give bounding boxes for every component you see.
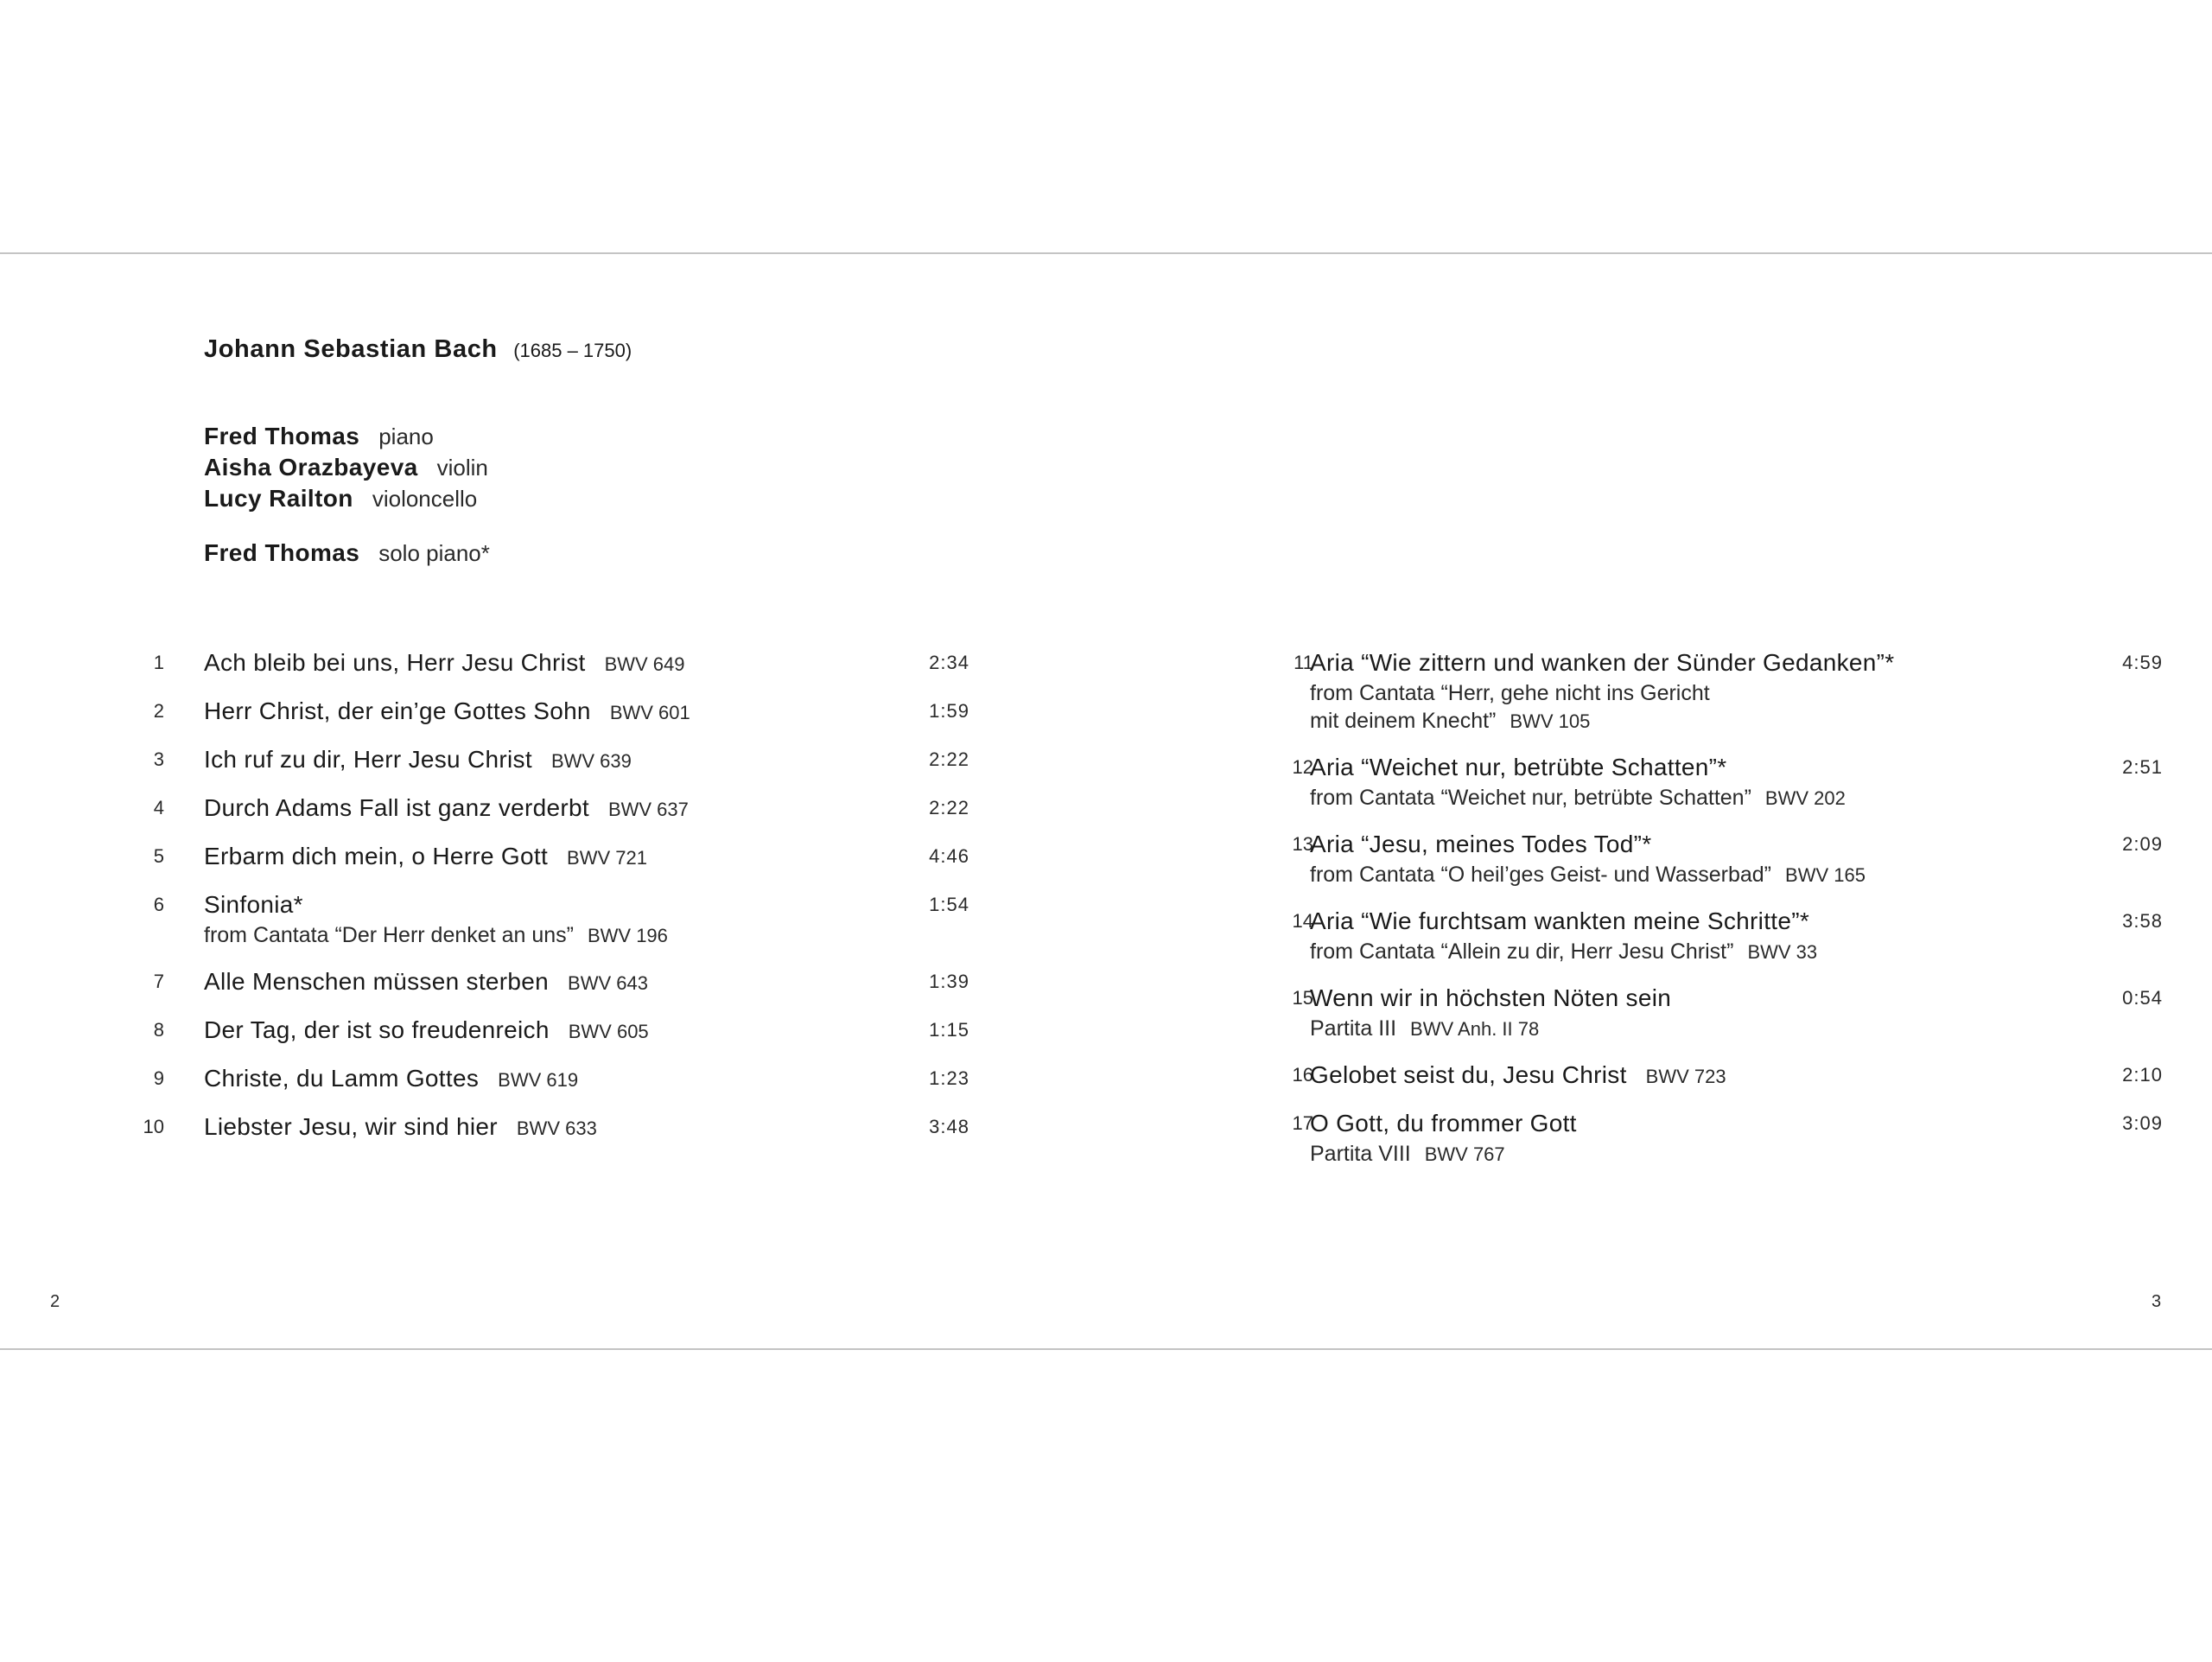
track-title-line xyxy=(1310,1107,2082,1140)
track-body xyxy=(1310,1059,2082,1092)
track-duration: 2:51 xyxy=(2122,756,2163,778)
track-number: 2 xyxy=(153,700,164,722)
track-body xyxy=(1310,905,2082,966)
track-number: 6 xyxy=(153,894,164,915)
track-body xyxy=(1310,982,2082,1043)
track-source xyxy=(1310,938,2082,966)
track-body xyxy=(204,743,976,776)
track-source-text: mit deinem Knecht” xyxy=(1310,709,1497,733)
track-duration: 2:10 xyxy=(2122,1064,2163,1086)
performers-list xyxy=(204,421,490,569)
track-body xyxy=(204,965,976,998)
track-bwv: BWV Anh. II 78 xyxy=(1410,1018,1540,1040)
top-rule xyxy=(0,252,2212,254)
track-source xyxy=(1310,784,2082,812)
track-title: Aria “Jesu, meines Todes Tod”* xyxy=(1310,831,1652,857)
track-duration: 1:15 xyxy=(929,1019,969,1041)
track-title: Aria “Weichet nur, betrübte Schatten”* xyxy=(1310,754,1727,780)
track-title-line xyxy=(204,888,976,921)
track-bwv: BWV 721 xyxy=(567,847,647,869)
track-row xyxy=(0,743,976,776)
track-row xyxy=(0,888,976,950)
track-title-line xyxy=(1310,646,2082,679)
track-source-text: Partita VIII xyxy=(1310,1142,1411,1166)
track-body xyxy=(204,1014,976,1047)
track-number: 11 xyxy=(1294,652,1313,673)
track-duration: 2:34 xyxy=(929,652,969,673)
track-source-text: from Cantata “Der Herr denket an uns” xyxy=(204,923,574,947)
track-source xyxy=(1310,1015,2082,1043)
track-row xyxy=(1106,646,2163,735)
track-title: Wenn wir in höchsten Nöten sein xyxy=(1310,984,1672,1011)
track-number: 3 xyxy=(153,748,164,770)
track-duration: 1:39 xyxy=(929,971,969,992)
track-body xyxy=(1310,751,2082,812)
track-source-text: from Cantata “Allein zu dir, Herr Jesu Christ” xyxy=(1310,939,1734,964)
performer-name: Lucy Railton xyxy=(204,485,353,512)
track-duration: 4:59 xyxy=(2122,652,2163,673)
track-bwv: BWV 619 xyxy=(498,1069,579,1091)
track-number: 14 xyxy=(1292,910,1313,932)
track-row xyxy=(1106,828,2163,889)
track-title-line xyxy=(1310,982,2082,1015)
track-duration: 2:22 xyxy=(929,748,969,770)
track-bwv: BWV 639 xyxy=(550,750,632,772)
track-title: O Gott, du frommer Gott xyxy=(1310,1110,1577,1137)
track-title: Alle Menschen müssen sterben xyxy=(204,968,550,995)
track-number: 9 xyxy=(153,1067,164,1089)
track-body xyxy=(1310,828,2082,889)
track-bwv: BWV 649 xyxy=(604,653,685,675)
track-title-line xyxy=(204,695,976,728)
track-row xyxy=(1106,982,2163,1043)
track-number: 13 xyxy=(1292,833,1313,855)
track-title-line xyxy=(1310,905,2082,938)
performer-name: Fred Thomas xyxy=(204,539,360,566)
tracklist-right xyxy=(1106,646,2163,1184)
track-body xyxy=(1310,646,2082,735)
track-row xyxy=(1106,1107,2163,1168)
composer-heading xyxy=(204,335,632,364)
track-title-line xyxy=(204,1111,976,1143)
track-title: Sinfonia* xyxy=(204,891,303,918)
track-number: 15 xyxy=(1292,987,1313,1009)
performer-instrument: violin xyxy=(436,455,488,481)
track-bwv: BWV 33 xyxy=(1747,941,1818,963)
track-bwv: BWV 601 xyxy=(609,702,690,723)
track-duration: 1:23 xyxy=(929,1067,969,1089)
track-bwv: BWV 767 xyxy=(1424,1143,1505,1165)
track-row xyxy=(0,965,976,998)
performer-name: Aisha Orazbayeva xyxy=(204,454,418,481)
track-row xyxy=(1106,751,2163,812)
track-title-line xyxy=(204,965,976,998)
track-duration: 1:59 xyxy=(929,700,969,722)
track-title: Aria “Wie furchtsam wankten meine Schritte”* xyxy=(1310,907,1810,934)
bottom-rule xyxy=(0,1348,2212,1350)
track-row xyxy=(0,1111,976,1143)
track-body xyxy=(204,646,976,679)
track-title: Gelobet seist du, Jesu Christ xyxy=(1310,1061,1627,1088)
track-bwv: BWV 637 xyxy=(607,799,689,820)
track-row xyxy=(0,1014,976,1047)
track-row xyxy=(1106,905,2163,966)
track-number: 10 xyxy=(143,1116,164,1137)
track-row xyxy=(1106,1059,2163,1092)
track-source xyxy=(1310,679,2082,707)
track-body xyxy=(204,840,976,873)
track-duration: 0:54 xyxy=(2122,987,2163,1009)
track-body xyxy=(204,1111,976,1143)
track-row xyxy=(0,1062,976,1095)
performer-instrument: solo piano* xyxy=(378,540,490,566)
track-row xyxy=(0,840,976,873)
track-number: 7 xyxy=(153,971,164,992)
track-bwv: BWV 202 xyxy=(1764,787,1846,809)
track-number: 4 xyxy=(153,797,164,818)
track-source-text: from Cantata “Weichet nur, betrübte Schatten” xyxy=(1310,786,1751,810)
track-source-text: from Cantata “Herr, gehe nicht ins Gericht xyxy=(1310,681,1710,705)
track-bwv: BWV 196 xyxy=(587,925,668,946)
track-title: Aria “Wie zittern und wanken der Sünder Gedanken”* xyxy=(1310,649,1895,676)
track-duration: 3:48 xyxy=(929,1116,969,1137)
track-title: Erbarm dich mein, o Herre Gott xyxy=(204,843,549,869)
performer xyxy=(204,483,490,514)
track-title-line xyxy=(204,743,976,776)
track-title-line xyxy=(1310,1059,2082,1092)
track-source xyxy=(1310,707,2082,735)
track-bwv: BWV 605 xyxy=(568,1021,649,1042)
track-number: 17 xyxy=(1292,1112,1313,1134)
track-number: 5 xyxy=(153,845,164,867)
track-body xyxy=(204,792,976,825)
track-body xyxy=(204,888,976,950)
track-body xyxy=(204,695,976,728)
track-duration: 4:46 xyxy=(929,845,969,867)
track-source-text: from Cantata “O heil’ges Geist- und Wasserbad” xyxy=(1310,863,1772,887)
track-row xyxy=(0,792,976,825)
performer xyxy=(204,421,490,452)
solo-performer xyxy=(204,538,490,569)
track-title-line xyxy=(1310,828,2082,861)
page-number-right: 3 xyxy=(2152,1292,2162,1311)
track-duration: 1:54 xyxy=(929,894,969,915)
track-number: 8 xyxy=(153,1019,164,1041)
track-source xyxy=(1310,861,2082,889)
tracklist-left xyxy=(0,646,976,1159)
track-title-line xyxy=(204,792,976,825)
track-title: Liebster Jesu, wir sind hier xyxy=(204,1113,498,1140)
track-title: Ich ruf zu dir, Herr Jesu Christ xyxy=(204,746,532,773)
track-title-line xyxy=(204,840,976,873)
track-title: Herr Christ, der ein’ge Gottes Sohn xyxy=(204,697,591,724)
track-duration: 2:09 xyxy=(2122,833,2163,855)
track-number: 16 xyxy=(1292,1064,1313,1086)
track-title-line xyxy=(204,1014,976,1047)
track-bwv: BWV 643 xyxy=(568,972,648,994)
track-source-text: Partita III xyxy=(1310,1016,1397,1041)
track-source xyxy=(204,921,976,950)
track-duration: 3:09 xyxy=(2122,1112,2163,1134)
track-duration: 2:22 xyxy=(929,797,969,818)
track-bwv: BWV 105 xyxy=(1510,710,1591,732)
track-source xyxy=(1310,1140,2082,1168)
composer-name: Johann Sebastian Bach xyxy=(204,335,498,363)
track-title: Ach bleib bei uns, Herr Jesu Christ xyxy=(204,649,586,676)
track-number: 1 xyxy=(153,652,164,673)
performer xyxy=(204,452,490,483)
track-title-line xyxy=(204,1062,976,1095)
track-title: Der Tag, der ist so freudenreich xyxy=(204,1016,550,1043)
track-title: Christe, du Lamm Gottes xyxy=(204,1065,480,1092)
track-duration: 3:58 xyxy=(2122,910,2163,932)
track-title-line xyxy=(204,646,976,679)
track-title-line xyxy=(1310,751,2082,784)
performer-name: Fred Thomas xyxy=(204,423,360,449)
performer-instrument: piano xyxy=(378,423,434,449)
page-number-left: 2 xyxy=(50,1292,60,1311)
track-bwv: BWV 165 xyxy=(1785,864,1866,886)
track-body xyxy=(1310,1107,2082,1168)
performer-instrument: violoncello xyxy=(372,486,478,512)
track-body xyxy=(204,1062,976,1095)
track-title: Durch Adams Fall ist ganz verderbt xyxy=(204,794,589,821)
track-number: 12 xyxy=(1292,756,1313,778)
track-row xyxy=(0,695,976,728)
track-bwv: BWV 633 xyxy=(516,1118,597,1139)
track-row xyxy=(0,646,976,679)
composer-dates: (1685 – 1750) xyxy=(513,340,632,361)
track-bwv: BWV 723 xyxy=(1645,1066,1726,1087)
